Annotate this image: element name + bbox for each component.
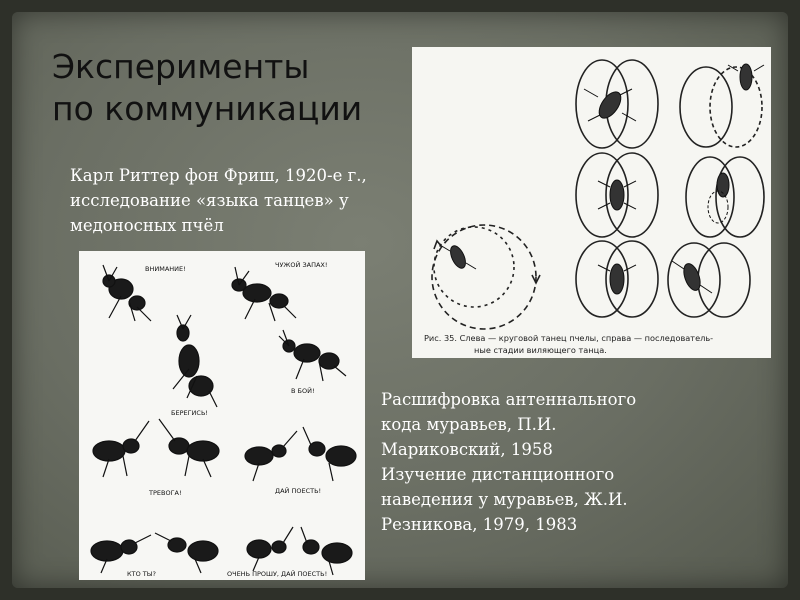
ant-label-alarm: ТРЕВОГА! — [149, 489, 182, 497]
bee-dance-figure — [412, 47, 771, 358]
ant-label-beware: БЕРЕГИСЬ! — [171, 409, 209, 417]
ant-label-who-are-you: КТО ТЫ? — [127, 570, 156, 578]
ant-antenna-code-figure — [79, 251, 365, 580]
title-line-2: по коммуникации — [52, 89, 363, 128]
ants-line-5: наведения у муравьев, Ж.И. — [381, 490, 628, 509]
bee-figure-caption-line-2: ные стадии виляющего танца. — [474, 345, 607, 355]
ants-line-6: Резникова, 1979, 1983 — [381, 515, 578, 534]
ants-line-2: кода муравьев, П.И. — [381, 415, 557, 434]
ants-line-3: Мариковский, 1958 — [381, 440, 553, 459]
bee-dance-illustration — [412, 47, 771, 358]
ant-label-to-battle: В БОЙ! — [291, 387, 315, 395]
ants-paragraph — [381, 387, 681, 537]
ant-label-attention: ВНИМАНИЕ! — [145, 265, 186, 273]
slide-title — [52, 46, 412, 130]
bee-figure-caption-line-1: Рис. 35. Слева — круговой танец пчелы, справа — последователь- — [424, 333, 714, 343]
frisch-paragraph: Карл Риттер фон Фриш, 1920-е г., исследование «языка танцев» у медоносных пчёл — [70, 166, 367, 235]
ant-label-strange-smell: ЧУЖОЙ ЗАПАХ! — [275, 261, 328, 269]
title-line-1: Эксперименты — [52, 47, 310, 86]
ants-line-4: Изучение дистанционного — [381, 465, 615, 484]
ants-line-1: Расшифровка антеннального — [381, 390, 637, 409]
ant-label-please-feed: ОЧЕНЬ ПРОШУ, ДАЙ ПОЕСТЬ! — [227, 570, 328, 578]
ant-illustration — [79, 251, 365, 580]
ant-label-feed-me: ДАЙ ПОЕСТЬ! — [275, 487, 322, 495]
